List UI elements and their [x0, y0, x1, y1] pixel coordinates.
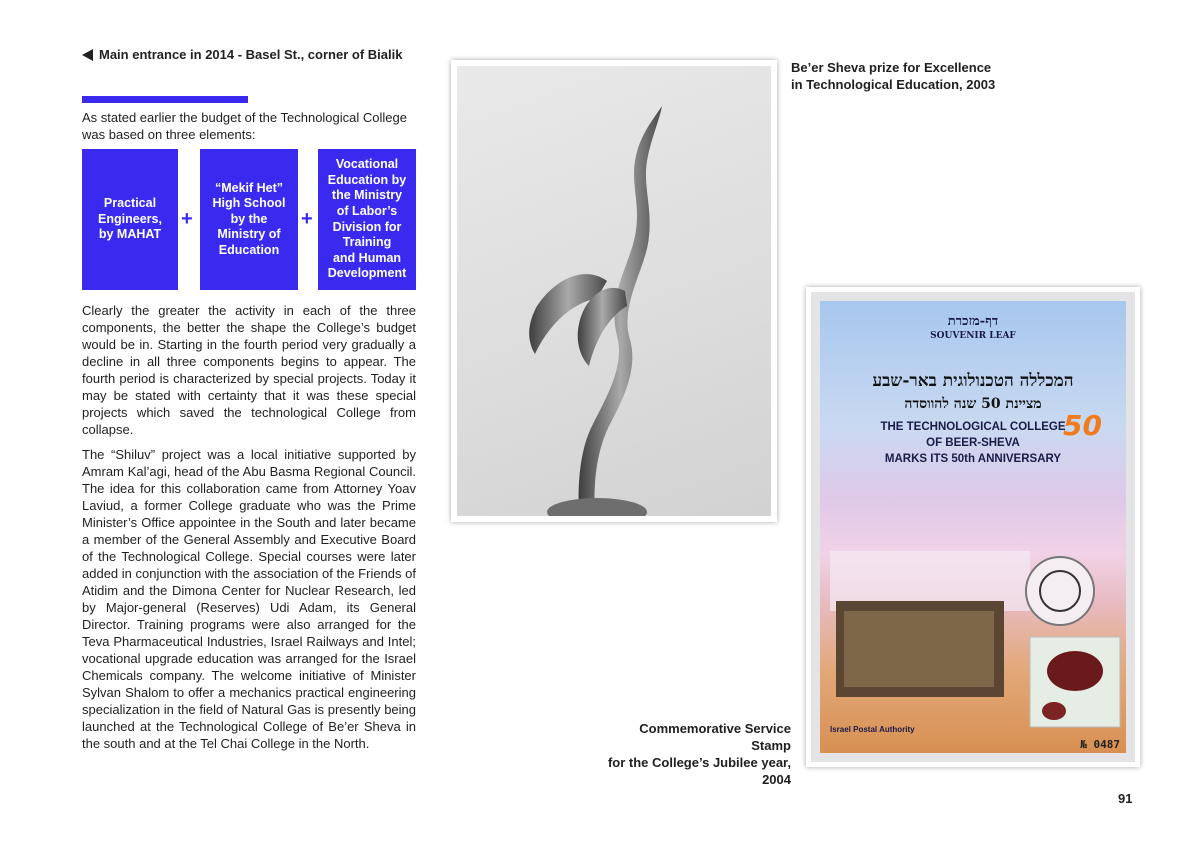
stamp-line: MARKS ITS 50th ANNIVERSARY	[884, 453, 1062, 465]
box-line: Ministry of	[217, 227, 281, 242]
box-line: “Mekif Het”	[214, 180, 284, 195]
body-paragraph-1: Clearly the greater the activity in each of the three components, the better the shape the College’s budget would be in. Starting in the fourth period very gradually a decline in all three components begins to appear. The fourth period is characterized by special projects. Today it may be stated with certainty that it was these special projects which saved the technological College from collapse.	[82, 303, 416, 437]
stamp-hebrew-title: דף-מזכרת	[947, 314, 999, 329]
accent-rule	[82, 96, 248, 103]
budget-box-mekif-het	[200, 149, 298, 290]
plus-icon: +	[301, 208, 313, 230]
box-line: High School	[212, 196, 286, 211]
page-number: 91	[1118, 791, 1133, 806]
box-line: Development	[327, 266, 407, 281]
plus-icon: +	[181, 208, 193, 230]
box-line: Engineers,	[98, 211, 162, 226]
sculpture-bird-icon	[457, 66, 771, 516]
prize-sculpture-photo	[451, 60, 777, 522]
caption-prize	[791, 59, 995, 93]
stamp-line: THE TECHNOLOGICAL COLLEGE	[880, 421, 1066, 433]
left-triangle-icon	[82, 49, 93, 61]
caption-text: Main entrance in 2014 - Basel St., corner of Bialik	[99, 47, 403, 62]
box-line: and Human	[332, 250, 402, 265]
caption-stamp	[596, 720, 791, 788]
body-paragraph-2: The “Shiluv” project was a local initiative supported by Amram Kal’agi, head of the Abu Basma Regional Council. The idea for this collaboration came from Attorney Yoav Laviud, a former College graduate who was the Prime Minister’s Office appointee in the South and later became a member of the General Assembly and Executive Board of the Technological College. Special courses were later added in conjunction with the association of the Friends of Atidim and the Dimona Center for Nuclear Research, led by Major-general (Reserves) Udi Adam, its General Director. Training programs were also arranged for the Teva Pharmaceutical Industries, Israel Railways and Intel; vocational upgrade education was arranged for the Israel Chemicals company. The welcome initiative of Minister Sylvan Shalom to offer a mechanics practical engineering specialization in the field of Natural Gas is presently being launched at the Technological College of Be’er Sheva in the south and at the Tel Chai College in the North.	[82, 447, 416, 751]
stamp-hebrew-line1: המכללה הטכנולוגית באר-שבע	[872, 371, 1074, 391]
box-line: by MAHAT	[98, 227, 162, 242]
box-line: Practical	[103, 196, 157, 211]
souvenir-leaf-image	[806, 287, 1140, 767]
jubilee-50-badge: 50	[1063, 409, 1102, 442]
box-line: Division for	[332, 219, 402, 234]
caption-line: 2004	[762, 772, 791, 787]
box-line: of Labor’s	[336, 203, 398, 218]
caption-line: Be’er Sheva prize for Excellence	[791, 60, 992, 75]
postal-authority-label: Israel Postal Authority	[830, 725, 915, 734]
box-line: by the	[230, 211, 268, 226]
box-line: the Ministry	[331, 188, 403, 203]
caption-line: for the College’s Jubilee year,	[607, 755, 791, 770]
stamp-serial-number: № 0487	[1080, 738, 1120, 751]
photo-caption-main-entrance	[82, 47, 402, 62]
box-line: Education	[218, 242, 280, 257]
box-line: Vocational	[335, 157, 399, 172]
caption-line: in Technological Education, 2003	[791, 77, 996, 92]
budget-box-mahat	[82, 149, 178, 290]
stamp-souvenir-label: SOUVENIR LEAF	[930, 331, 1016, 341]
box-line: Education by	[327, 172, 407, 187]
budget-elements-diagram	[82, 149, 416, 290]
caption-line: Commemorative Service Stamp	[639, 721, 791, 753]
stamp-collage-icon	[830, 541, 1126, 731]
intro-text: As stated earlier the budget of the Technological College was based on three elements:	[82, 110, 407, 142]
stamp-hebrew-line2: מציינת 50 שנה להווסדה	[904, 396, 1042, 412]
box-line: Training	[342, 235, 392, 250]
stamp-line: OF BEER-SHEVA	[926, 437, 1020, 449]
budget-box-vocational	[318, 149, 416, 290]
